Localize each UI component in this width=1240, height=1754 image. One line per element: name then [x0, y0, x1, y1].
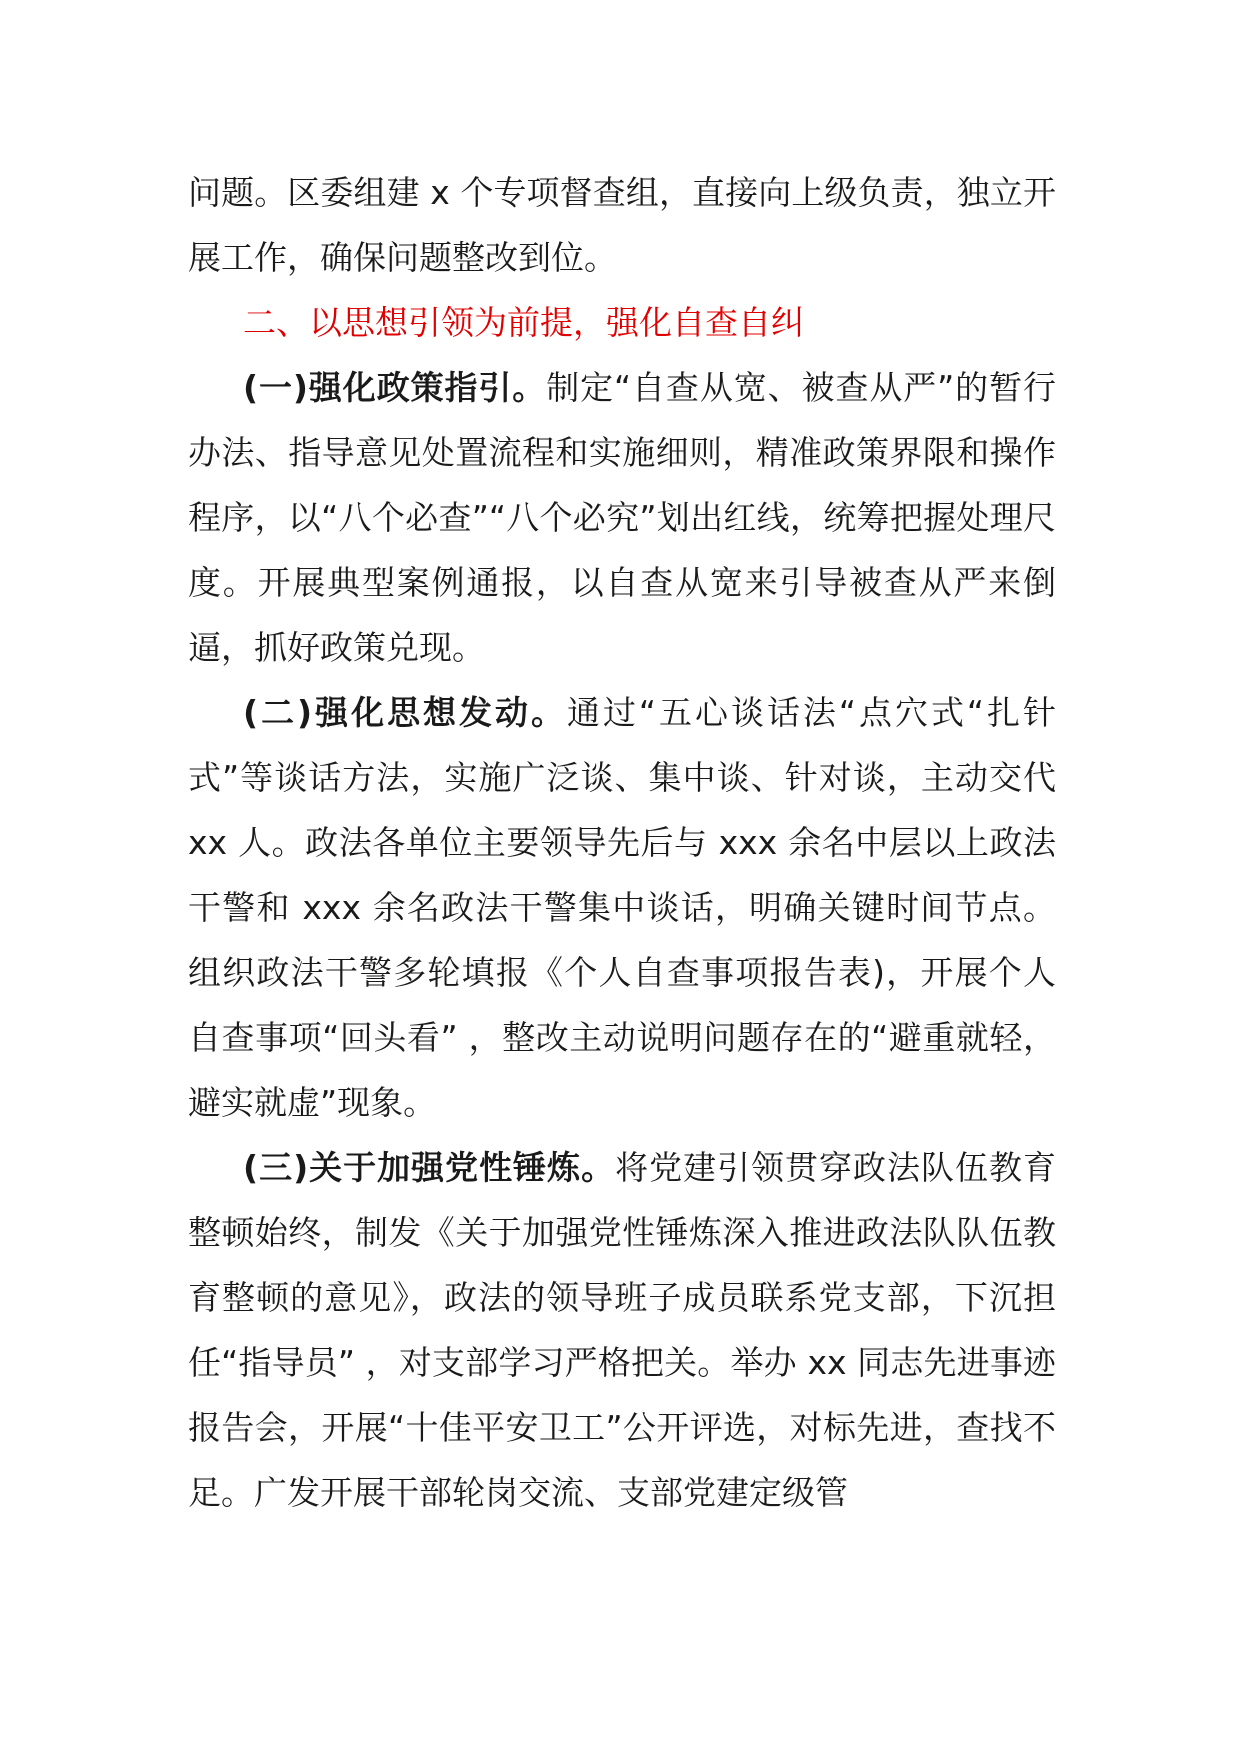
paragraph-3-body: 将党建引领贯穿政法队伍教育整顿始终，制发《关于加强党性锤炼深入推进政法队队伍教育整顿的意见》，政法的领导班子成员联系党支部，下沉担任“指导员” ，对支部学习严格把关。举办 xx 同志先进事迹报告会，开展“十佳平安卫工”公开评选，对标先进，查找不足。广发开展干部轮岗交流、支部党建定级管	[188, 1148, 1056, 1512]
paragraph-1-lead: (一)强化政策指引。	[243, 368, 547, 407]
paragraph-1-body: 制定“自查从宽、被查从严”的暂行办法、指导意见处置流程和实施细则，精准政策界限和操作程序，以“八个必查”“八个必究”划出红线，统筹把握处理尺度。开展典型案例通报，以自查从宽来引导被查从严来倒逼，抓好政策兑现。	[188, 368, 1056, 667]
paragraph-3	[188, 1135, 1056, 1525]
paragraph-2	[188, 680, 1056, 1135]
paragraph-2-lead: (二)强化思想发动。	[243, 693, 567, 732]
paragraph-2-body: 通过“五心谈话法“点穴式“扎针式”等谈话方法，实施广泛谈、集中谈、针对谈，主动交代 xx 人。政法各单位主要领导先后与 xxx 余名中层以上政法干警和 xxx 余名政法干警集中谈话，明确关键时间节点。组织政法干警多轮填报《个人自查事项报告表)，开展个人自查事项“回头看” ，整改主动说明问题存在的“避重就轻，避实就虚”现象。	[188, 693, 1056, 1122]
continuation-paragraph: 问题。区委组建 x 个专项督查组，直接向上级负责，独立开展工作，确保问题整改到位。	[188, 173, 1056, 277]
document-page	[188, 160, 1056, 1525]
section-heading: 二、以思想引领为前提，强化自查自纠	[243, 303, 804, 342]
paragraph-3-lead: (三)关于加强党性锤炼。	[243, 1148, 616, 1187]
paragraph-1	[188, 355, 1056, 680]
